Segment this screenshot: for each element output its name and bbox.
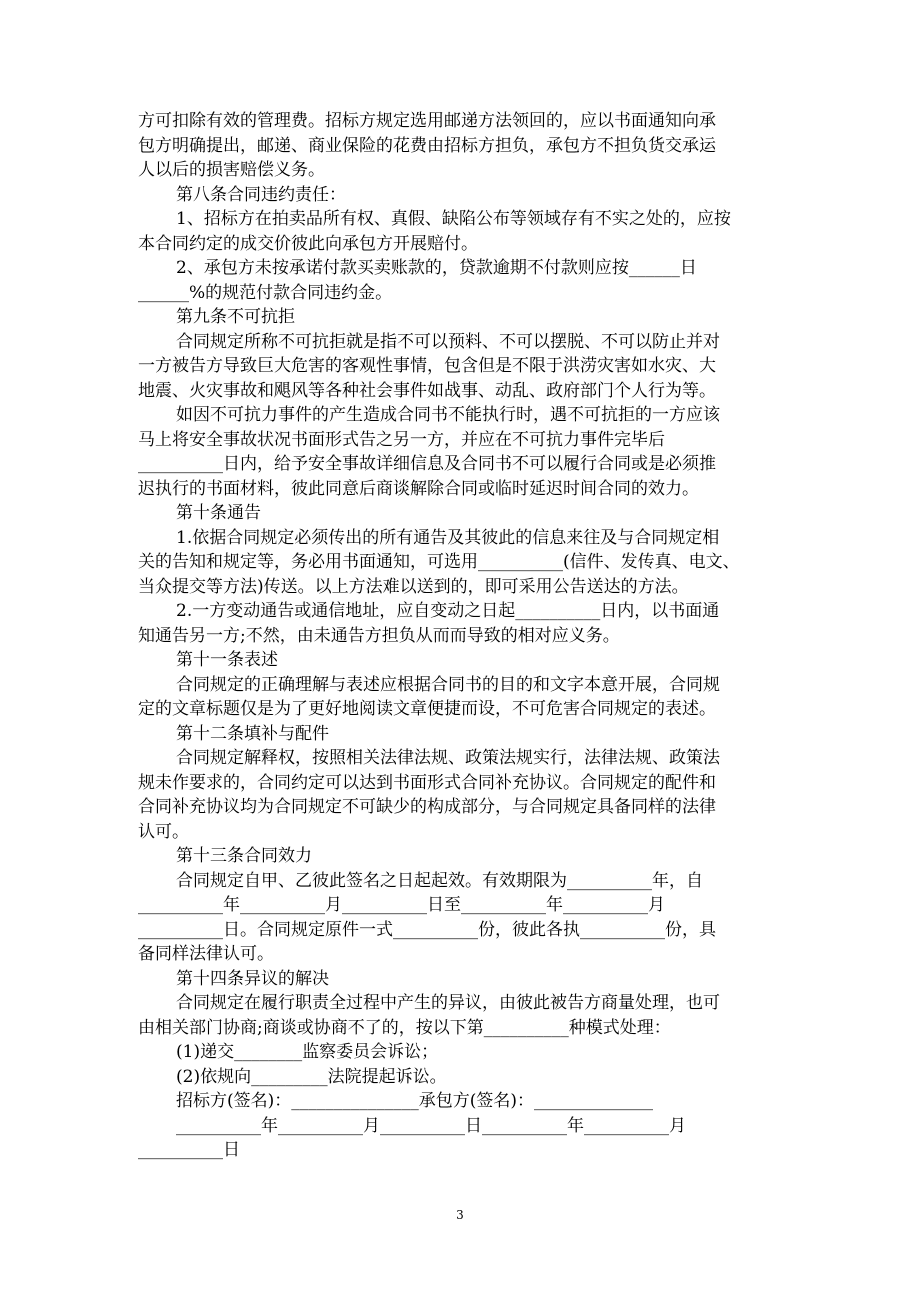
text-line: __________年__________月__________日__________年__________月 xyxy=(176,1115,686,1136)
text-line: __________日内，给予安全事故详细信息及合同书不可以履行合同或是必须推 xyxy=(138,454,716,474)
text-line: 合同规定解释权，按照相关法律法规、政策法规实行，法律法规、政策法 xyxy=(176,748,720,768)
text-line: 第十三条合同效力 xyxy=(176,846,312,866)
text-line: 包方明确提出，邮递、商业保险的花费由招标方担负，承包方不担负货交承运 xyxy=(138,135,716,156)
text-line: __________日。合同规定原件一式__________份，彼此各执__________份，具 xyxy=(138,919,716,940)
text-line: 当众提交等方法)传送。以上方法难以送到的，即可采用公告送达的方法。 xyxy=(138,576,689,597)
text-line: 2.一方变动通告或通信地址，应自变动之日起__________日内，以书面通 xyxy=(176,601,720,621)
text-line: 本合同约定的成交价彼此向承包方开展赔付。 xyxy=(138,233,478,254)
text-line: 备同样法律认可。 xyxy=(138,944,274,964)
text-line: 认可。 xyxy=(138,821,189,842)
text-line: 第九条不可抗拒 xyxy=(176,307,295,327)
text-line: ______%的规范付款合同违约金。 xyxy=(138,282,393,303)
text-line: 合同规定所称不可抗拒就是指不可以预料、不可以摆脱、不可以防止并对 xyxy=(176,331,720,352)
text-line: 一方被告方导致巨大危害的客观性事情，包含但是不限于洪涝灾害如水灾、大 xyxy=(138,356,716,376)
text-line: 合同规定自甲、乙彼此签名之日起起效。有效期限为__________年，自 xyxy=(176,870,703,891)
text-line: 1、招标方在拍卖品所有权、真假、缺陷公布等领域存有不实之处的，应按 xyxy=(176,209,731,229)
text-line: 定的文章标题仅是为了更好地阅读文章便捷而设，不可危害合同规定的表述。 xyxy=(138,699,716,719)
text-line: 2、承包方未按承诺付款买卖账款的，贷款逾期不付款则应按______日 xyxy=(176,258,697,278)
text-line: 关的告知和规定等，务必用书面通知，可选用__________(信件、发传真、电文、 xyxy=(138,552,740,572)
text-line: 方可扣除有效的管理费。招标方规定选用邮递方法领回的，应以书面通知向承 xyxy=(138,111,716,131)
text-line: 第十四条异议的解决 xyxy=(176,968,329,989)
text-line: 如因不可抗力事件的产生造成合同书不能执行时，遇不可抗拒的一方应该 xyxy=(176,405,720,425)
text-line: (2)依规向_________法院提起诉讼。 xyxy=(176,1066,447,1087)
text-line: (1)递交________监察委员会诉讼； xyxy=(176,1042,439,1062)
text-line: 合同规定在履行职责全过程中产生的异议，由彼此被告方商量处理，也可 xyxy=(176,993,720,1013)
text-line: 招标方(签名)：_______________承包方(签名)：______________ xyxy=(176,1091,654,1111)
text-line: __________日 xyxy=(138,1140,240,1160)
document-body xyxy=(138,109,778,1163)
text-line: __________年__________月__________日至__________年__________月 xyxy=(138,895,665,915)
text-line: 1.依据合同规定必须传出的所有通告及其彼此的信息来往及与合同规定相 xyxy=(176,527,720,548)
text-line: 第八条合同违约责任： xyxy=(176,184,346,205)
text-line: 第十条通告 xyxy=(176,503,261,523)
text-line: 合同补充协议均为合同规定不可缺少的构成部分，与合同规定具备同样的法律 xyxy=(138,797,716,817)
text-line: 第十二条填补与配件 xyxy=(176,723,329,744)
text-line: 知通告另一方;不然，由未通告方担负从而而导致的相对应义务。 xyxy=(138,625,620,646)
text-line: 马上将安全事故状况书面形式告之另一方，并应在不可抗力事件完毕后 xyxy=(138,429,665,450)
text-line: 规未作要求的，合同约定可以达到书面形式合同补充协议。合同规定的配件和 xyxy=(138,772,716,793)
text-line: 第十一条表述 xyxy=(176,650,278,670)
text-line: 合同规定的正确理解与表述应根据合同书的目的和文字本意开展，合同规 xyxy=(176,674,720,695)
text-line: 迟执行的书面材料，彼此同意后商谈解除合同或临时延迟时间合同的效力。 xyxy=(138,478,699,499)
page-number: 3 xyxy=(456,1208,464,1222)
text-line: 由相关部门协商;商谈或协商不了的，按以下第__________种模式处理： xyxy=(138,1017,671,1038)
text-line: 人以后的损害赔偿义务。 xyxy=(138,160,325,180)
text-line: 地震、火灾事故和飓风等各种社会事件如战事、动乱、政府部门个人行为等。 xyxy=(138,380,716,401)
